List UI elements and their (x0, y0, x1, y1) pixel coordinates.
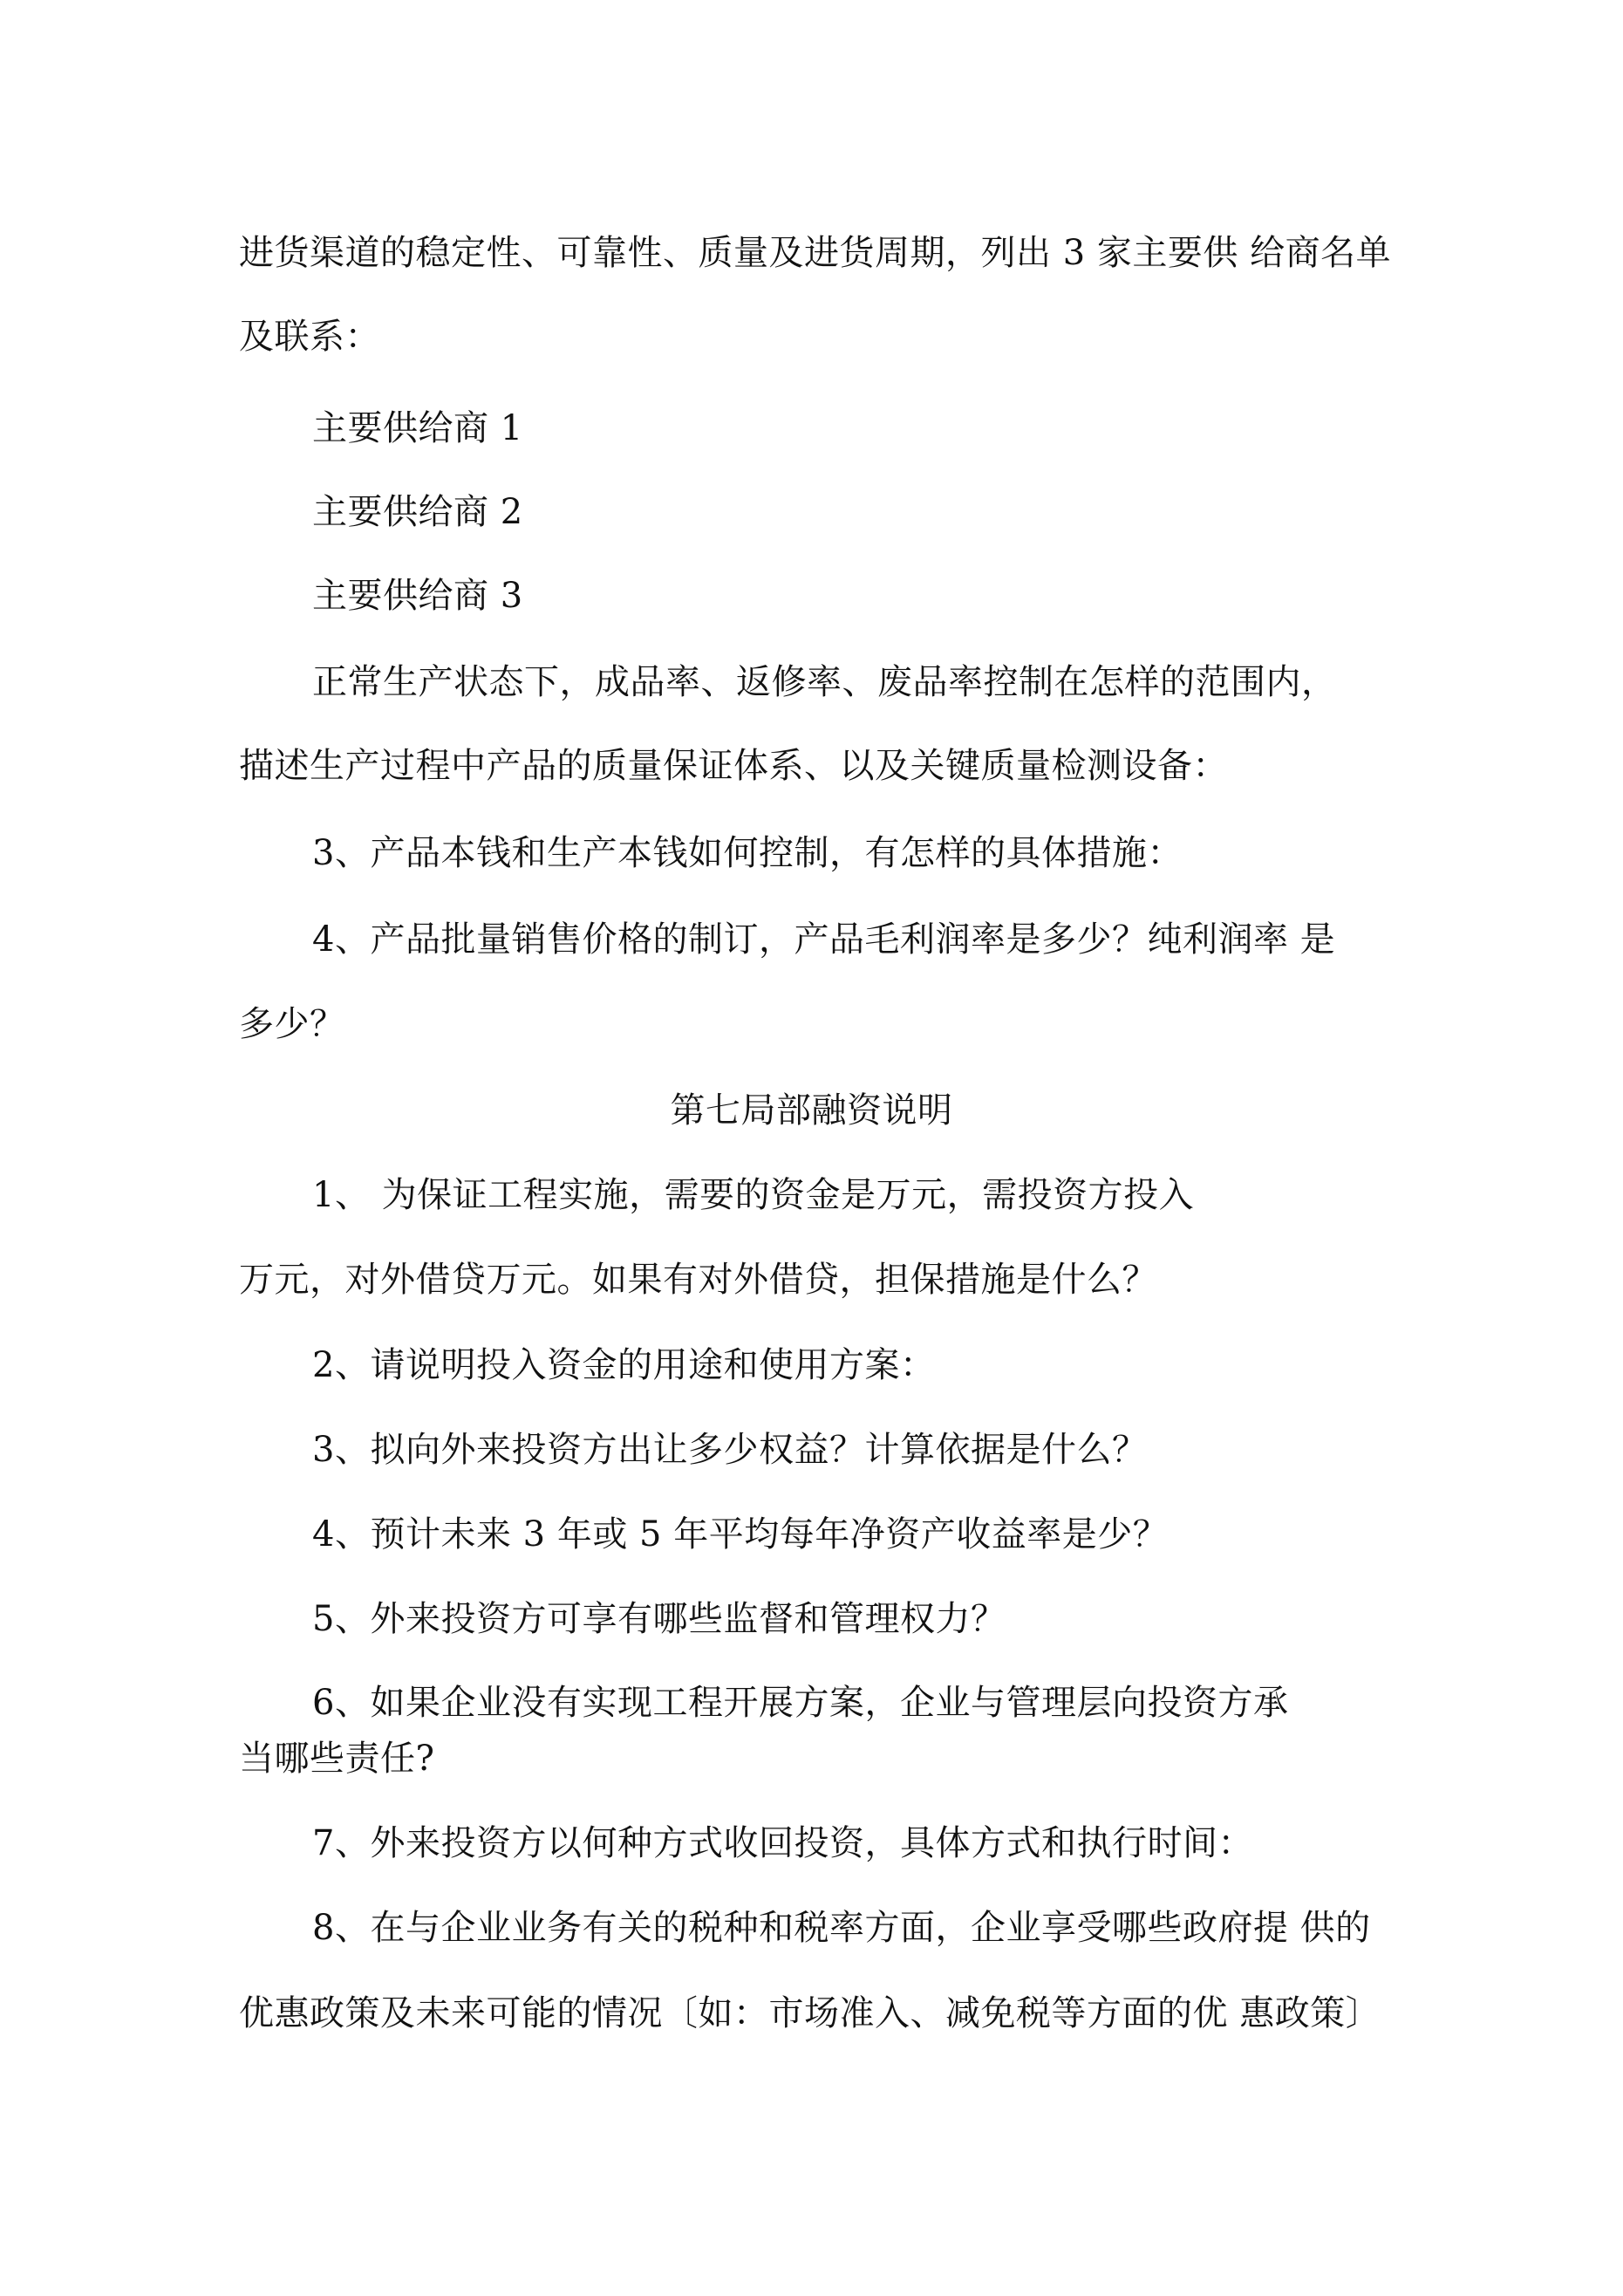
paragraph-line: 描述生产过程中产品的质量保证体系、以及关键质量检测设备： (239, 746, 1228, 786)
paragraph-line: 及联系： (239, 317, 380, 357)
list-item: 4、产品批量销售价格的制订，产品毛利润率是多少？纯利润率 是 (312, 919, 1336, 960)
list-item: 5、外来投资方可享有哪些监督和管理权力？ (312, 1599, 1006, 1639)
paragraph-line: 多少？ (239, 1004, 345, 1044)
list-item: 4、预计未来 3 年或 5 年平均每年净资产收益率是少？ (312, 1514, 1169, 1555)
paragraph-line: 当哪些责任? (239, 1739, 435, 1779)
list-item: 8、在与企业业务有关的税种和税率方面，企业享受哪些政府提 供的 (312, 1908, 1371, 1948)
paragraph-line: 正常生产状态下，成品率、返修率、废品率控制在怎样的范围内， (312, 662, 1337, 702)
supplier-item: 主要供给商 3 (312, 576, 523, 616)
paragraph-line: 优惠政策及未来可能的情况〔如：市场准入、减免税等方面的优 惠政策〕 (239, 1993, 1381, 2033)
list-item: 3、产品本钱和生产本钱如何控制，有怎样的具体措施： (312, 833, 1183, 873)
supplier-item: 主要供给商 1 (312, 408, 523, 448)
list-item: 3、拟向外来投资方出让多少权益？计算依据是什么？ (312, 1430, 1148, 1470)
list-item: 2、请说明投入资金的用途和使用方案： (312, 1345, 936, 1385)
list-item: 1、 为保证工程实施，需要的资金是万元，需投资方投入 (312, 1175, 1195, 1215)
paragraph-line: 进货渠道的稳定性、可靠性、质量及进货周期，列出 3 家主要供 给商名单 (239, 233, 1392, 273)
list-item: 6、如果企业没有实现工程开展方案，企业与管理层向投资方承 (312, 1683, 1289, 1723)
paragraph-line: 万元，对外借贷万元。如果有对外借贷，担保措施是什么？ (239, 1260, 1157, 1300)
supplier-item: 主要供给商 2 (312, 492, 523, 532)
list-item: 7、外来投资方以何种方式收回投资，具体方式和执行时间： (312, 1823, 1253, 1863)
section-heading: 第七局部融资说明 (670, 1090, 953, 1131)
